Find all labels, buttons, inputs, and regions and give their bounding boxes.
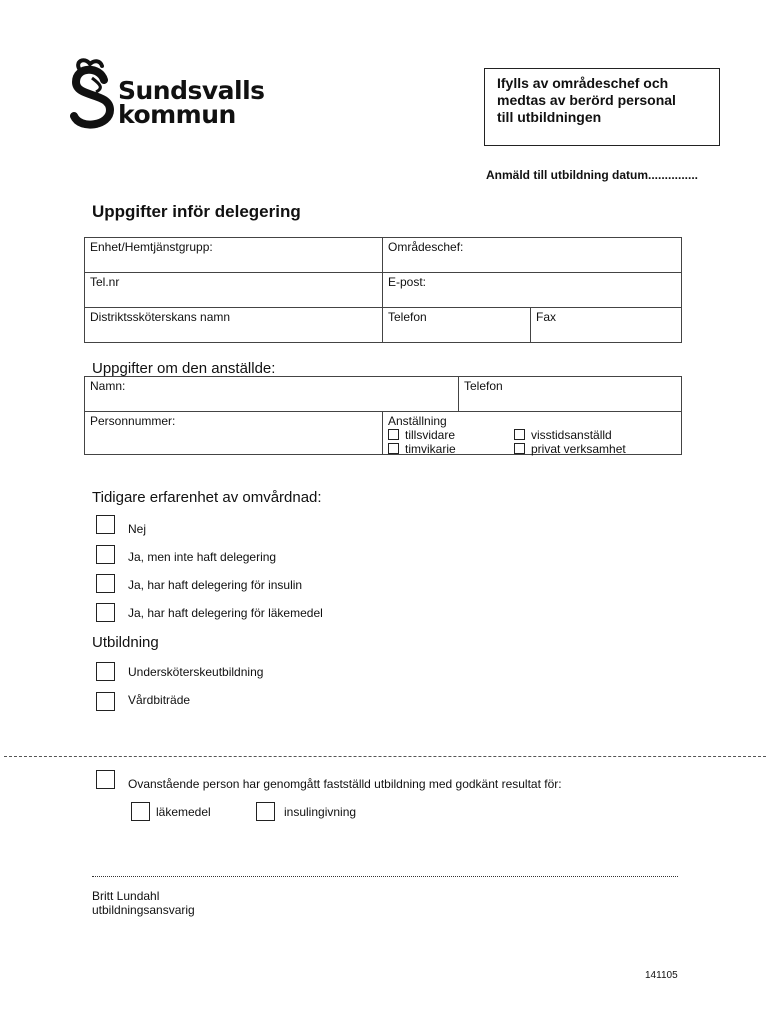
experience-label-lakemedel: Ja, har haft delegering för läkemedel: [128, 606, 323, 620]
option-timvikarie[interactable]: [388, 442, 456, 456]
telnr-field[interactable]: Tel.nr: [85, 273, 383, 308]
signature-name: Britt Lundahl: [92, 889, 160, 903]
education-label-vardbitrade: Vårdbiträde: [128, 693, 191, 707]
signature-line[interactable]: [92, 876, 678, 877]
epost-field[interactable]: E-post:: [383, 273, 682, 308]
logo-text-line1: Sundsvalls: [118, 76, 265, 105]
education-checkbox-usk[interactable]: [96, 662, 115, 681]
experience-label-nej: Nej: [128, 522, 147, 536]
experience-label-ja-ingen: Ja, men inte haft delegering: [128, 550, 277, 564]
logo-text-line2: kommun: [118, 100, 236, 129]
completion-label-lakemedel: läkemedel: [156, 805, 211, 819]
notice-box: [484, 68, 720, 146]
fax-field[interactable]: Fax: [531, 308, 682, 343]
document-code: 141105: [645, 970, 678, 981]
education-checkbox-vardbitrade[interactable]: [96, 692, 115, 711]
employee-table: [84, 376, 682, 455]
option-tillsvidare[interactable]: [388, 428, 455, 442]
cut-line-divider: [4, 756, 766, 757]
checkbox[interactable]: [514, 429, 525, 440]
education-section-title: Utbildning: [92, 634, 159, 651]
option-privat-verksamhet[interactable]: [514, 442, 626, 456]
checkbox[interactable]: [388, 429, 399, 440]
checkbox[interactable]: [388, 443, 399, 454]
employee-section-title: Uppgifter om den anställde:: [92, 360, 276, 377]
sundsvall-crest-icon: [70, 58, 120, 130]
experience-checkbox-lakemedel[interactable]: [96, 603, 115, 622]
experience-section-title: Tidigare erfarenhet av omvårdnad:: [92, 489, 322, 506]
experience-checkbox-ja-ingen[interactable]: [96, 545, 115, 564]
completion-checkbox-insulin[interactable]: [256, 802, 275, 821]
anstallning-cell: [383, 412, 682, 455]
registered-date-label: Anmäld till utbildning datum...............: [486, 168, 698, 182]
employee-telefon-field[interactable]: Telefon: [459, 377, 682, 412]
completion-checkbox[interactable]: [96, 770, 115, 789]
anstallning-label: Anställning: [388, 414, 447, 428]
option-label: timvikarie: [405, 442, 456, 456]
unit-table: [84, 237, 682, 343]
option-visstidsanstalld[interactable]: [514, 428, 612, 442]
notice-line-1: Ifylls av områdeschef och: [497, 75, 669, 91]
checkbox[interactable]: [514, 443, 525, 454]
option-label: visstidsanställd: [531, 428, 612, 442]
namn-field[interactable]: Namn:: [85, 377, 459, 412]
experience-checkbox-insulin[interactable]: [96, 574, 115, 593]
signature-role: utbildningsansvarig: [92, 903, 195, 917]
option-label: privat verksamhet: [531, 442, 626, 456]
distrikt-field[interactable]: Distriktssköterskans namn: [85, 308, 383, 343]
telefon-field[interactable]: Telefon: [383, 308, 531, 343]
option-label: tillsvidare: [405, 428, 456, 442]
personnummer-field[interactable]: Personnummer:: [85, 412, 383, 455]
experience-label-insulin: Ja, har haft delegering för insulin: [128, 578, 303, 592]
completion-label-insulin: insulingivning: [284, 805, 357, 819]
notice-line-3: till utbildningen: [497, 109, 602, 125]
experience-checkbox-nej[interactable]: [96, 515, 115, 534]
omradeschef-field[interactable]: Områdeschef:: [383, 238, 682, 273]
completion-checkbox-lakemedel[interactable]: [131, 802, 150, 821]
notice-line-2: medtas av berörd personal: [497, 92, 676, 108]
logo: [70, 58, 270, 130]
education-label-usk: Undersköterskeutbildning: [128, 665, 264, 679]
completion-statement: Ovanstående person har genomgått fastställd utbildning med godkänt resultat för:: [128, 777, 562, 791]
page-title: Uppgifter inför delegering: [92, 202, 301, 221]
enhet-field[interactable]: Enhet/Hemtjänstgrupp:: [85, 238, 383, 273]
